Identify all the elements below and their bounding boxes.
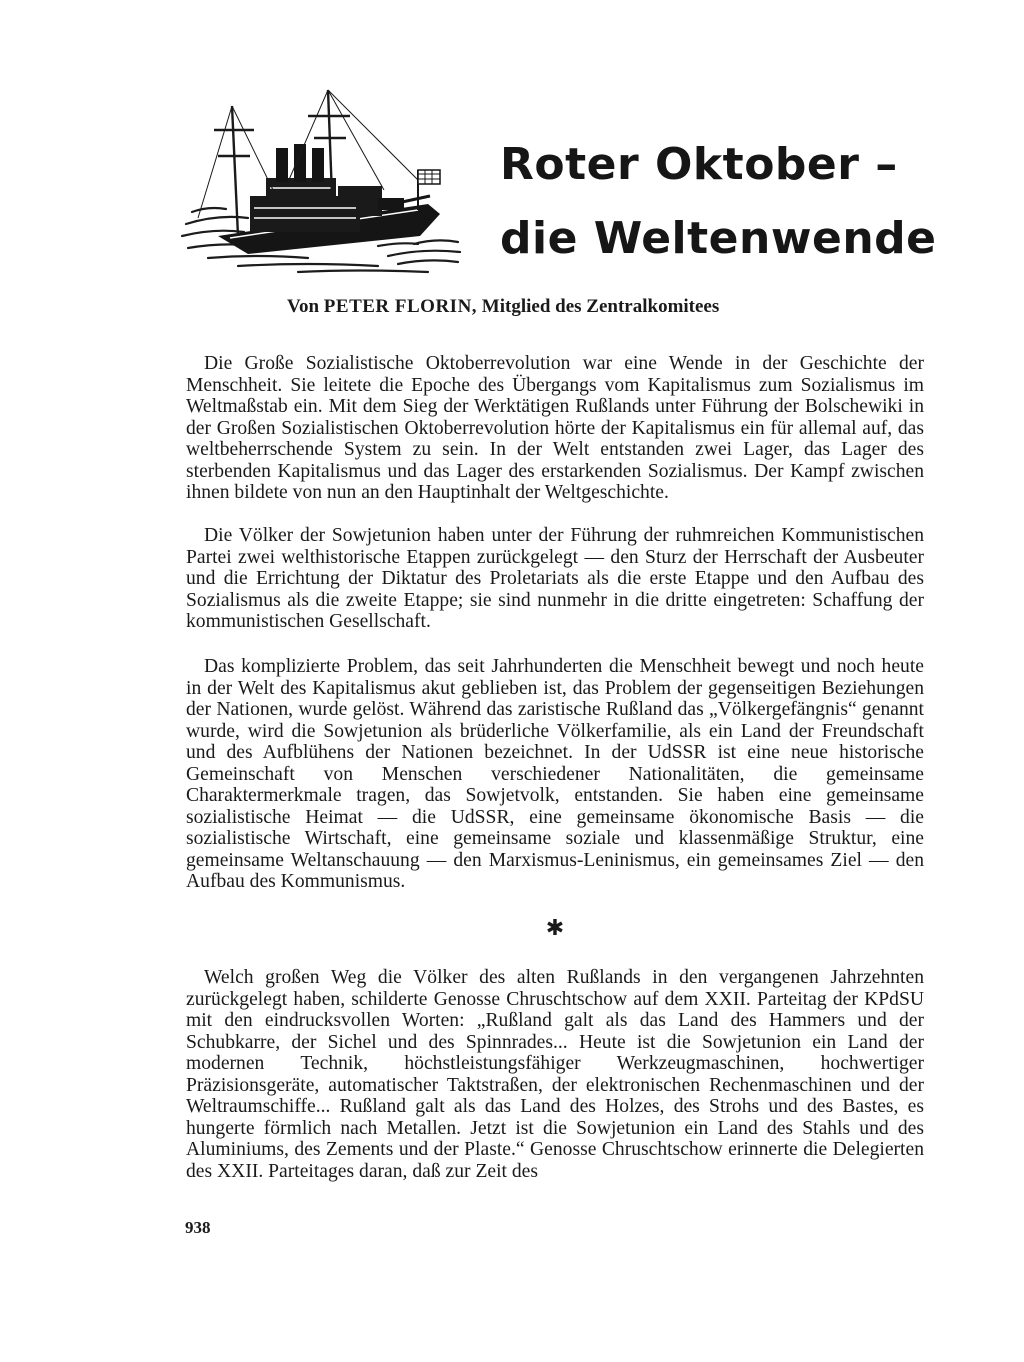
- battleship-illustration: [178, 86, 463, 276]
- paragraph: Die Große Sozialistische Oktoberrevolution war eine Wende in der Geschichte der Menschheit. Sie leitete die Epoche des Übergangs vom Kapitalismus zum Sozialismus im Weltmaßstab ein. Mit dem Sieg der Werktätigen Rußlands unter Führung der Bolschewiki in der Großen Sozialistischen Oktoberrevolution hörte der Kapitalismus ein für allemal auf, das weltbeherrschende System zu sein. In der Welt entstanden zwei Lager, das Lager des sterbenden Kapitalismus und das Lager des erstarkenden Sozialismus. Der Kampf zwischen ihnen bildete von nun an den Hauptinhalt der Weltgeschichte.: [186, 353, 924, 503]
- page-number: 938: [185, 1218, 211, 1237]
- section-separator-asterisk: ✱: [545, 916, 565, 941]
- byline-role: Mitglied des Zentralkomitees: [481, 296, 720, 317]
- article-title: [500, 128, 940, 276]
- byline-prefix: Von: [287, 296, 320, 317]
- byline-author: PETER FLORIN,: [323, 296, 478, 317]
- byline: [287, 295, 847, 319]
- paragraph: Das komplizierte Problem, das seit Jahrhunderten die Menschheit bewegt und noch heute in der Welt des Kapitalismus akut geblieben ist, das Problem der gegenseitigen Beziehungen der Nationen, wurde gelöst. Während das zaristische Rußland das „Völkergefängnis“ genannt wurde, wird die Sowjetunion als brüderliche Völkerfamilie, als ein Land der Freundschaft und des Aufblühens der Nationen bezeichnet. In der UdSSR ist eine neue historische Gemeinschaft von Menschen verschiedener Nationalitäten, die gemeinsame Charaktermerkmale tragen, das Sowjetvolk, entstanden. Sie haben eine gemeinsame sozialistische Heimat — die UdSSR, eine gemeinsame ökonomische Basis — die sozialistische Wirtschaft, eine gemeinsame soziale und klassenmäßige Struktur, eine gemeinsame Weltanschauung — den Marxismus-Leninismus, ein gemeinsames Ziel — den Aufbau des Kommunismus.: [186, 656, 924, 892]
- article-title-line-1: Roter Oktober –: [500, 139, 898, 190]
- article-title-line-2: die Weltenwende: [500, 213, 937, 264]
- paragraph: Die Völker der Sowjetunion haben unter der Führung der ruhmreichen Kommunistischen Partei zwei welthistorische Etappen zurückgelegt — den Sturz der Herrschaft der Ausbeuter und die Errichtung der Diktatur des Proletariats als die erste Etappe und den Aufbau des Sozialismus als die zweite Etappe; sie sind nunmehr in die dritte eingetreten: Schaffung der kommunistischen Gesellschaft.: [186, 525, 924, 632]
- paragraph: Welch großen Weg die Völker des alten Rußlands in den vergangenen Jahrzehnten zurückgelegt haben, schilderte Genosse Chruschtschow auf dem XXII. Parteitag der KPdSU mit den eindrucksvollen Worten: „Rußland galt als das Land des Hammers und der Schubkarre, der Sichel und des Spinnrades... Heute ist die Sowjetunion ein Land der modernen Technik, höchstleistungsfähiger Werkzeugmaschinen, hochwertiger Präzisionsgeräte, automatischer Taktstraßen, der elektronischen Rechenmaschinen und der Weltraumschiffe... Rußland galt als das Land des Holzes, des Strohs und des Bastes, es hungerte förmlich nach Metallen. Jetzt ist die Sowjetunion ein Land des Stahls und des Aluminiums, des Zements und der Plaste.“ Genosse Chruschtschow erinnerte die Delegierten des XXII. Parteitages daran, daß zur Zeit des: [186, 967, 924, 1182]
